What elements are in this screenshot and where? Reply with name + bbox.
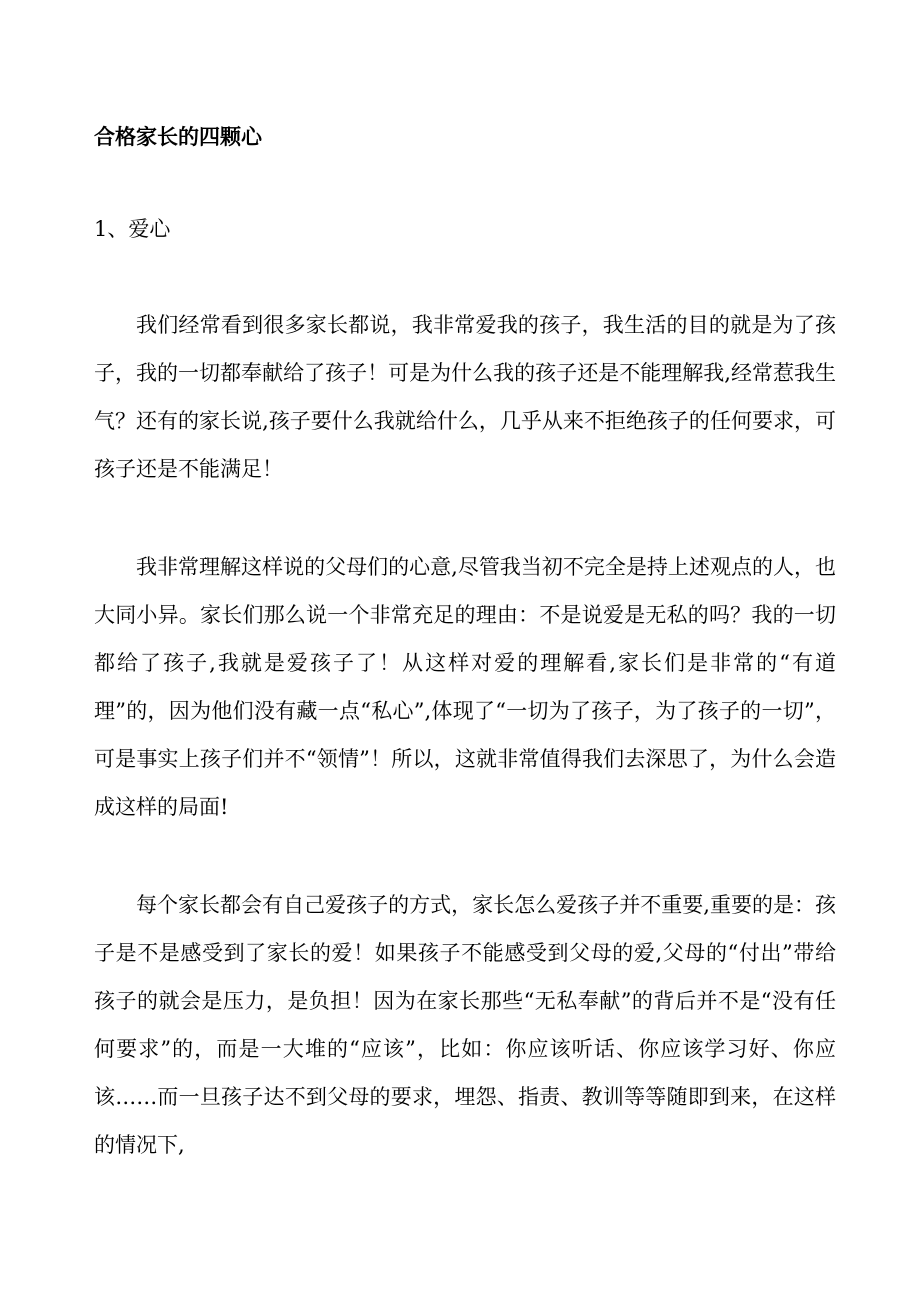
section-heading: 1、爱心	[94, 217, 171, 241]
body-paragraph-1: 我们经常看到很多家长都说，我非常爱我的孩子，我生活的目的就是为了孩子，我的一切都奉献给了孩子！可是为什么我的孩子还是不能理解我,经常惹我生气？还有的家长说,孩子要什么我就给什么，几乎从来不拒绝孩子的任何要求，可孩子还是不能满足！	[94, 313, 836, 481]
body-paragraph-2: 我非常理解这样说的父母们的心意,尽管我当初不完全是持上述观点的人，也大同小异。家长们那么说一个非常充足的理由：不是说爱是无私的吗？我的一切都给了孩子,我就是爱孩子了！从这样对爱的理解看,家长们是非常的“有道理”的，因为他们没有藏一点“私心”,体现了“一切为了孩子，为了孩子的一切”，可是事实上孩子们并不“领情”！所以，这就非常值得我们去深思了，为什么会造成这样的局面!	[94, 555, 836, 819]
document-title: 合格家长的四颗心	[94, 124, 262, 149]
body-paragraph-3: 每个家长都会有自己爱孩子的方式，家长怎么爱孩子并不重要,重要的是：孩子是不是感受到了家长的爱！如果孩子不能感受到父母的爱,父母的“付出”带给孩子的就会是压力，是负担！因为在家长那些“无私奉献”的背后并不是“没有任何要求”的，而是一大堆的“应该”，比如：你应该听话、你应该学习好、你应该……而一旦孩子达不到父母的要求，埋怨、指责、教训等等随即到来，在这样的情况下,	[94, 893, 836, 1157]
